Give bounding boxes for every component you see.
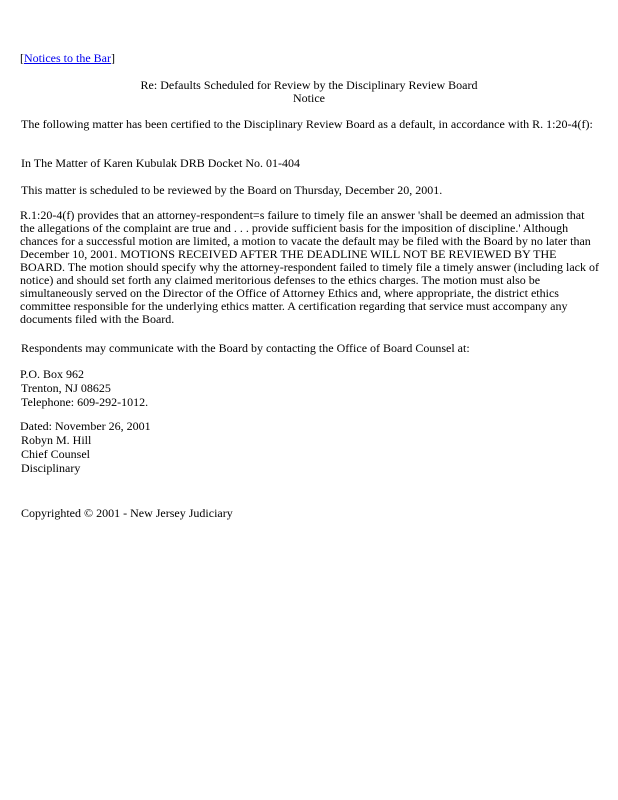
address-block <box>20 367 600 409</box>
address-telephone: Telephone: 609-292-1012. <box>21 395 149 409</box>
page-subtitle: Notice <box>293 91 325 105</box>
nav-open-bracket: [ <box>20 51 24 65</box>
schedule-paragraph: This matter is scheduled to be reviewed by the Board on Thursday, December 20, 2001. <box>21 183 443 197</box>
contact-intro: Respondents may communicate with the Board by contacting the Office of Board Counsel at: <box>21 341 470 355</box>
signature-dated: Dated: November 26, 2001 <box>20 419 151 433</box>
signature-name: Robyn M. Hill <box>21 433 92 447</box>
address-city: Trenton, NJ 08625 <box>21 381 111 395</box>
page-title: Re: Defaults Scheduled for Review by the Disciplinary Review Board <box>140 78 478 92</box>
matter-line: In The Matter of Karen Kubulak DRB Docket No. 01-404 <box>21 156 301 170</box>
intro-paragraph: The following matter has been certified to the Disciplinary Review Board as a default, in accordance with R. 1:20-4(f): <box>21 117 593 131</box>
signature-block <box>20 419 600 475</box>
nav-close-bracket: ] <box>110 51 115 65</box>
signature-title: Chief Counsel <box>21 447 90 461</box>
address-po-box: P.O. Box 962 <box>20 367 85 381</box>
breadcrumb <box>20 51 115 65</box>
notices-to-the-bar-link[interactable]: Notices to the Bar <box>24 51 111 65</box>
rule-paragraph: R.1:20-4(f) provides that an attorney-respondent=s failure to timely file an answer 'shall be deemed an admission that the allegations of the complaint are true and . . . provide sufficient basis for the imposition of discipline.' Although chances for a successful motion are limited, a motion to vacate the default may be filed with the Board by no later than December 10, 2001. MOTIONS RECEIVED AFTER THE DEADLINE WILL NOT BE REVIEWED BY THE BOARD. The motion should specify why the attorney-respondent failed to timely file a timely answer (including lack of notice) and should set forth any claimed meritorious defenses to the ethics charges. The motion must also be simultaneously served on the Director of the Office of Attorney Ethics and, where appropriate, the district ethics committee responsible for the underlying ethics matter. A certification regarding that service must accompany any documents filed with the Board. <box>20 208 599 326</box>
copyright-footer: Copyrighted © 2001 - New Jersey Judiciary <box>21 506 233 520</box>
signature-board: Disciplinary <box>21 461 81 475</box>
